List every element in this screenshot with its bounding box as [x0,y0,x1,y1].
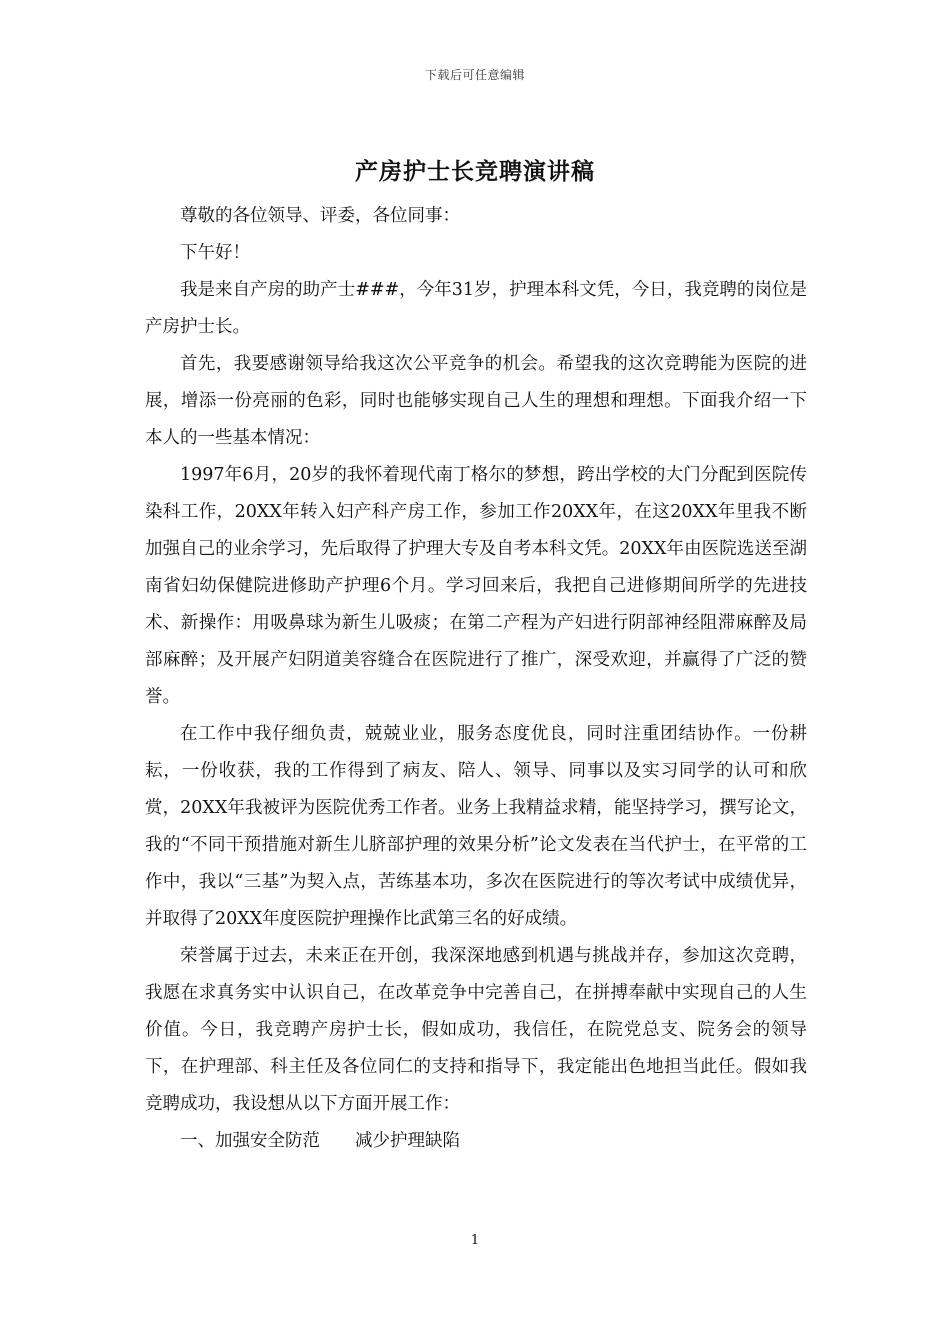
document-body [145,198,807,1160]
paragraph-gratitude: 首先，我要感谢领导给我这次公平竞争的机会。希望我的这次竞聘能为医院的进展，增添一份亮丽的色彩，同时也能够实现自己人生的理想和理想。下面我介绍一下本人的一些基本情况： [145,354,807,448]
paragraph-aspirations: 荣誉属于过去，未来正在开创，我深深地感到机遇与挑战并存，参加这次竞聘，我愿在求真务实中认识自己，在改革竞争中完善自己，在拼搏奉献中实现自己的人生价值。今日，我竞聘产房护士长，假如成功，我信任，在院党总支、院务会的领导下，在护理部、科主任及各位同仁的支持和指导下，我定能出色地担当此任。假如我竞聘成功，我设想从以下方面开展工作： [145,946,807,1114]
section-heading: 一、加强安全防范 减少护理缺陷 [180,1131,460,1151]
salutation: 尊敬的各位领导、评委，各位同事： [180,206,460,226]
page-number: 1 [470,1233,480,1248]
paragraph-introduction: 我是来自产房的助产士###，今年31岁，护理本科文凭，今日，我竞聘的岗位是产房护士长。 [145,280,807,337]
paragraph-work-achievements: 在工作中我仔细负责，兢兢业业，服务态度优良，同时注重团结协作。一份耕耘，一份收获，我的工作得到了病友、陪人、领导、同事以及实习同学的认可和欣赏，20XX年我被评为医院优秀工作者。业务上我精益求精，能坚持学习，撰写论文，我的“不同干预措施对新生儿脐部护理的效果分析”论文发表在当代护士，在平常的工作中，我以“三基”为契入点，苦练基本功，多次在医院进行的等次考试中成绩优异，并取得了20XX年度医院护理操作比武第三名的好成绩。 [145,724,807,929]
greeting: 下午好！ [180,243,250,263]
document-title: 产房护士长竞聘演讲稿 [355,158,595,185]
paragraph-career-history: 1997年6月，20岁的我怀着现代南丁格尔的梦想，跨出学校的大门分配到医院传染科工作，20XX年转入妇产科产房工作，参加工作20XX年，在这20XX年里我不断加强自己的业余学习，先后取得了护理大专及自考本科文凭。20XX年由医院选送至湖南省妇幼保健院进修助产护理6个月。学习回来后，我把自己进修期间所学的先进技术、新操作：用吸鼻球为新生儿吸痰；在第二产程为产妇进行阴部神经阻滞麻醉及局部麻醉；及开展产妇阴道美容缝合在医院进行了推广，深受欢迎，并赢得了广泛的赞誉。 [145,465,807,707]
header-note: 下载后可任意编辑 [424,68,525,82]
